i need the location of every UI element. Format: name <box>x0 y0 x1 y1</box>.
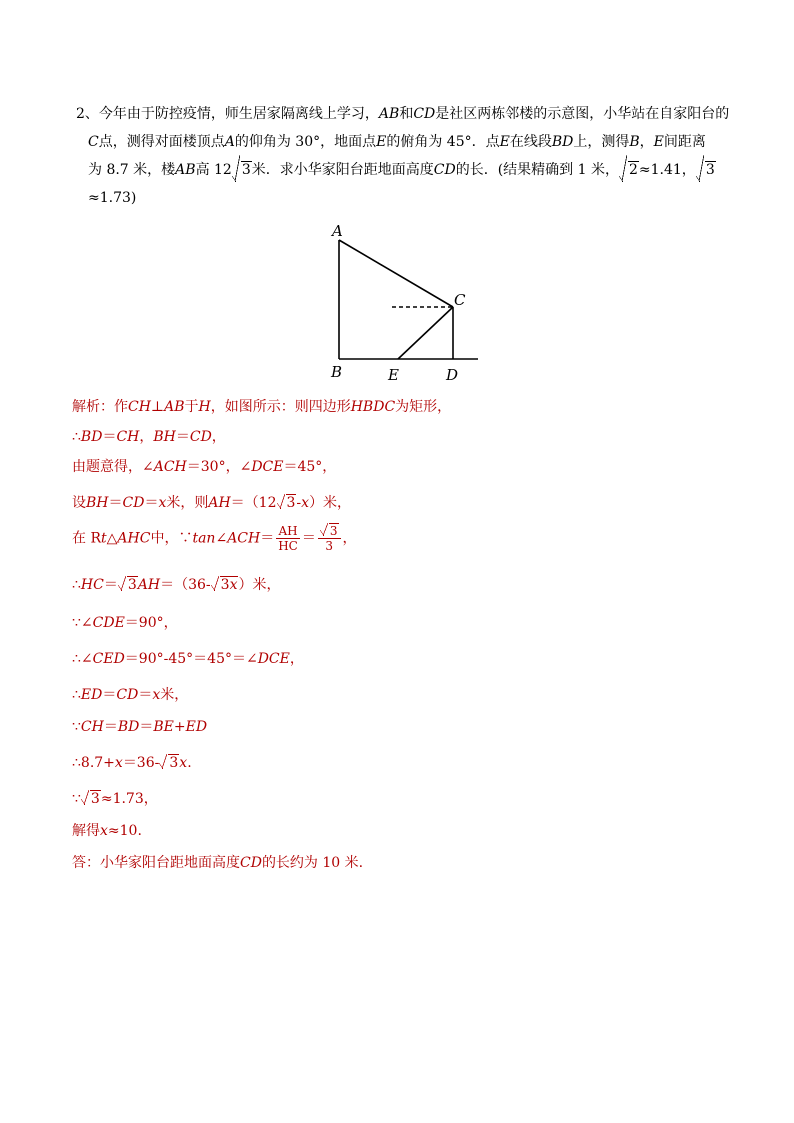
text: 的长约为 10 米. <box>261 855 364 871</box>
var: CDE <box>92 615 125 631</box>
var: AB <box>164 399 185 415</box>
denominator: HC <box>278 539 298 553</box>
solution-line-3 <box>72 456 336 476</box>
var: BD <box>80 429 103 445</box>
var: t <box>101 530 107 547</box>
text: ＝36- <box>122 755 160 771</box>
var: B <box>629 134 640 150</box>
radicand: 3 <box>127 577 137 593</box>
var: CH <box>116 429 140 445</box>
text: 点，测得对面楼顶点 <box>98 134 225 150</box>
text: 为矩形， <box>395 399 452 415</box>
text: ， <box>639 134 654 150</box>
text: 是社区两栋邻楼的示意图，小华站在自家阳台的 <box>435 106 730 122</box>
text: 在线段 <box>509 134 552 150</box>
text: ）米， <box>238 577 281 593</box>
text: ∴ <box>72 687 81 703</box>
var: CH <box>80 719 104 735</box>
text: ， <box>342 530 357 547</box>
text: ＝ <box>301 530 316 547</box>
var: C <box>88 134 99 150</box>
sqrt-symbol <box>81 791 101 807</box>
segment-ac <box>339 240 453 307</box>
text: 和 <box>399 106 414 122</box>
solution-line-4 <box>72 492 351 512</box>
problem-statement <box>76 100 730 212</box>
var: AB <box>175 162 196 178</box>
text: 上，测得 <box>573 134 630 150</box>
text: ≈1.41， <box>638 162 696 178</box>
text: ∴ <box>72 577 81 593</box>
solution-line-8 <box>72 648 304 668</box>
solution-line-6 <box>72 574 280 594</box>
var: DCE <box>251 459 284 475</box>
problem-line-4: ≈1.73) <box>88 190 137 206</box>
segment-ce <box>398 307 453 359</box>
var: BH <box>86 495 109 511</box>
var: BH <box>153 429 176 445</box>
radicand: 3 <box>90 791 100 807</box>
text: 的长．(结果精确到 1 米， <box>455 162 619 178</box>
solution-line-12 <box>72 788 158 808</box>
var: BD <box>551 134 574 150</box>
solution-line-10 <box>72 716 207 736</box>
var: HBDC <box>350 399 396 415</box>
text: ＝90°， <box>124 615 178 631</box>
radicand: 3 <box>241 162 251 178</box>
sqrt-symbol <box>619 156 639 184</box>
text: ，如图所示：则四边形 <box>210 399 351 415</box>
text: ， <box>289 651 304 667</box>
text: ＝ <box>138 687 153 703</box>
var: x <box>179 755 188 771</box>
text: ≈1.73， <box>100 791 158 807</box>
var: HC <box>80 577 104 593</box>
var: x <box>152 687 161 703</box>
sqrt-symbol <box>211 577 239 593</box>
problem-line-1 <box>76 100 730 128</box>
text: + <box>173 719 186 735</box>
radicand: 3 <box>705 162 715 178</box>
fraction-sqrt3-3 <box>318 524 341 553</box>
text: ， <box>139 429 154 445</box>
text: 今年由于防控疫情，师生居家隔离线上学习， <box>98 106 379 122</box>
var: AHC <box>117 530 151 547</box>
numerator <box>318 524 341 539</box>
var: DCE <box>257 651 290 667</box>
text: ＝（36- <box>160 577 211 593</box>
var: CD <box>433 162 456 178</box>
var: BE <box>153 719 174 735</box>
text: ＝ <box>103 719 118 735</box>
text: 设 <box>72 495 86 511</box>
var: CD <box>122 495 145 511</box>
var: CD <box>413 106 436 122</box>
fraction-ah-hc <box>276 524 300 553</box>
text: ∵ <box>72 719 81 735</box>
var: CD <box>240 855 262 871</box>
var: AB <box>378 106 400 122</box>
var: ED <box>185 719 208 735</box>
text: 为 8.7 米，楼 <box>88 162 176 178</box>
sqrt-symbol <box>232 156 252 184</box>
text: ＝45°， <box>283 459 337 475</box>
denominator: 3 <box>325 539 334 553</box>
numerator: AH <box>278 524 298 538</box>
label-d: D <box>446 366 459 384</box>
var: BD <box>117 719 140 735</box>
text: ＝ <box>103 577 118 593</box>
text: △ <box>106 530 118 547</box>
text: . <box>187 755 192 771</box>
text: 在 R <box>72 530 101 547</box>
radicand: 3 <box>286 495 296 511</box>
text: 的俯角为 45°．点 <box>386 134 500 150</box>
text: - <box>296 495 302 511</box>
text: 答：小华家阳台距地面高度 <box>72 855 240 871</box>
var: ACH <box>227 530 261 547</box>
text: ≈10. <box>107 823 142 839</box>
text: ∴ <box>72 429 81 445</box>
text: 米，则 <box>166 495 209 511</box>
sqrt-symbol <box>118 577 138 593</box>
solution-line-11 <box>72 752 192 772</box>
text: 于 <box>184 399 199 415</box>
var: AH <box>137 577 161 593</box>
text: 米， <box>160 687 189 703</box>
text: 解得 <box>72 823 100 839</box>
radicand: 2 <box>628 162 638 178</box>
solution-line-7 <box>72 612 178 632</box>
text: 的仰角为 30°，地面点 <box>234 134 377 150</box>
var: CD <box>189 429 212 445</box>
var: CD <box>116 687 139 703</box>
label-a: A <box>332 222 343 240</box>
text: ＝30°，∠ <box>186 459 252 475</box>
var: CH <box>128 399 151 415</box>
text: ＝ <box>102 429 117 445</box>
solution-line-2 <box>72 426 226 446</box>
var: x <box>229 577 238 593</box>
solution-line-5 <box>72 524 357 553</box>
text: ＝ <box>102 687 117 703</box>
text: ＝90°-45°＝45°＝∠ <box>124 651 258 667</box>
sqrt-symbol <box>159 755 179 771</box>
text: 由题意得，∠ <box>72 459 154 475</box>
geometry-figure <box>320 218 490 388</box>
text: 高 12 <box>195 162 232 178</box>
var: E <box>653 134 664 150</box>
text: ＝ <box>175 429 190 445</box>
text: ， <box>211 429 226 445</box>
text: ∴8.7+ <box>72 755 115 771</box>
text: 解析：作 <box>72 399 128 415</box>
text: ＝ <box>260 530 275 547</box>
solution-line-13 <box>72 820 142 840</box>
sqrt-symbol <box>277 495 297 511</box>
text: ∵ <box>72 791 81 807</box>
text: ∵∠ <box>72 615 93 631</box>
label-b: B <box>331 363 343 381</box>
solution-line-9 <box>72 684 188 704</box>
text: 中，∵ <box>150 530 193 547</box>
text: ＝（12 <box>230 495 277 511</box>
text: 米．求小华家阳台距地面高度 <box>251 162 434 178</box>
radicand: 3 <box>169 755 179 771</box>
text: ＝ <box>108 495 123 511</box>
radicand: 3 <box>329 524 338 538</box>
sqrt-symbol <box>320 524 339 538</box>
text: ＝ <box>144 495 159 511</box>
sqrt-symbol <box>696 156 716 184</box>
text: ∴∠ <box>72 651 93 667</box>
var: E <box>376 134 387 150</box>
text: 间距离 <box>663 134 706 150</box>
label-c: C <box>454 291 466 309</box>
var: x <box>114 755 123 771</box>
var: x <box>100 823 108 839</box>
text: ＝ <box>139 719 154 735</box>
var: ACH <box>153 459 187 475</box>
text: ∠ <box>215 530 228 547</box>
problem-line-3 <box>76 156 726 184</box>
var: A <box>224 134 235 150</box>
radicand: 3 <box>220 577 230 593</box>
var: E <box>499 134 510 150</box>
var: AH <box>208 495 231 511</box>
var: ED <box>80 687 103 703</box>
var: x <box>301 495 310 511</box>
var: x <box>158 495 167 511</box>
var: H <box>198 399 211 415</box>
var: tan <box>192 530 216 547</box>
solution-line-1 <box>72 396 451 416</box>
text: ）米， <box>309 495 352 511</box>
var: CED <box>92 651 125 667</box>
label-e: E <box>388 366 399 384</box>
solution-line-14 <box>72 852 363 872</box>
problem-line-2 <box>76 128 726 156</box>
text: ⊥ <box>150 399 165 415</box>
problem-number: 2、 <box>76 106 99 122</box>
